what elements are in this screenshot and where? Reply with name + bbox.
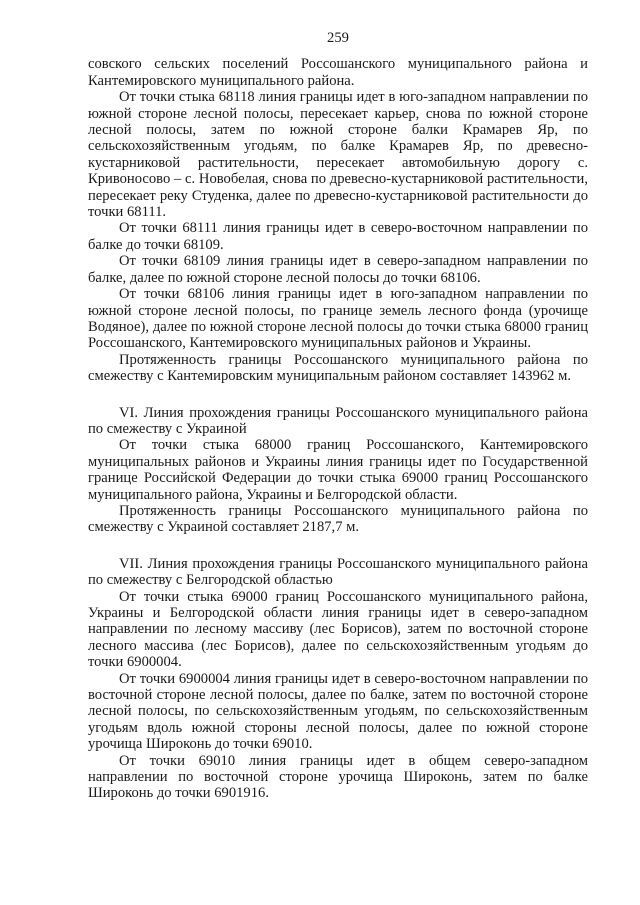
paragraph-68106: От точки 68106 линия границы идет в юго-западном направлении по южной стороне лесной полосы, по границе земель лесного фонда (урочище Водяное), далее по южной стороне лесной полосы до точки стыка 68000 границ Россошанского, Кантемировского муниципальных районов и Украины. bbox=[88, 286, 588, 352]
page-number: 259 bbox=[327, 30, 349, 46]
paragraph-68118: От точки стыка 68118 линия границы идет в юго-западном направлении по южной стороне лесной полосы, пересекает карьер, снова по южной стороне лесной полосы, затем по южной стороне балки Крамарев Яр, по сельскохозяйственным угодьям, по балке Крамарев Яр, по древесно-кустарниковой растительности, пересекает автомобильную дорогу с. Кривоносово – с. Новобелая, снова по древесно-кустарниковой растительности, пересекает реку Студенка, далее по древесно-кустарниковой растительности до точки 68111. bbox=[88, 89, 588, 221]
section-title-vi: VI. Линия прохождения границы Россошанского муниципального района по смежеству с Украиной bbox=[88, 404, 588, 437]
paragraph-68111: От точки 68111 линия границы идет в северо-восточном направлении по балке до точки 68109. bbox=[88, 220, 588, 253]
paragraph-69000: От точки стыка 69000 границ Россошанского муниципального района, Украины и Белгородской области линия границы идет в северо-западном направлении по лесному массиву (лес Борисов), затем по восточной стороне лесного массива (лес Борисов), далее по сельскохозяйственным угодьям до точки 6900004. bbox=[88, 588, 588, 671]
paragraph-length-ukraine: Протяженность границы Россошанского муниципального района по смежеству с Украиной составляет 2187,7 м. bbox=[88, 502, 588, 536]
paragraph-continued: совского сельских поселений Россошанского муниципального района и Кантемировского муниципального района. bbox=[88, 56, 588, 89]
section-title-vii: VII. Линия прохождения границы Россошанского муниципального района по смежеству с Белгородской областью bbox=[88, 555, 588, 589]
paragraph-length-kantemirovsky: Протяженность границы Россошанского муниципального района по смежеству с Кантемировским муниципальным районом составляет 143962 м. bbox=[88, 351, 588, 385]
paragraph-6900004: От точки 6900004 линия границы идет в северо-восточном направлении по восточной стороне лесной полосы, далее по балке, затем по восточной стороне лесной полосы, по сельскохозяйственным угодьям, по сельскохозяйственным угодьям вдоль южной стороны лесной полосы, далее по южной стороне урочища Широконь до точки 69010. bbox=[88, 670, 588, 753]
paragraph-68109: От точки 68109 линия границы идет в северо-западном направлении по балке, далее по южной стороне лесной полосы до точки 68106. bbox=[88, 253, 588, 286]
paragraph-69010: От точки 69010 линия границы идет в общем северо-западном направлении по восточной стороне урочища Широконь, затем по балке Широконь до точки 6901916. bbox=[88, 752, 588, 802]
paragraph-68000: От точки стыка 68000 границ Россошанского, Кантемировского муниципальных районов и Украины линия границы идет по Государственной границе Российской Федерации до точки стыка 69000 границ Россошанского муниципального района, Украины и Белгородской области. bbox=[88, 437, 588, 503]
document-page bbox=[88, 30, 588, 802]
